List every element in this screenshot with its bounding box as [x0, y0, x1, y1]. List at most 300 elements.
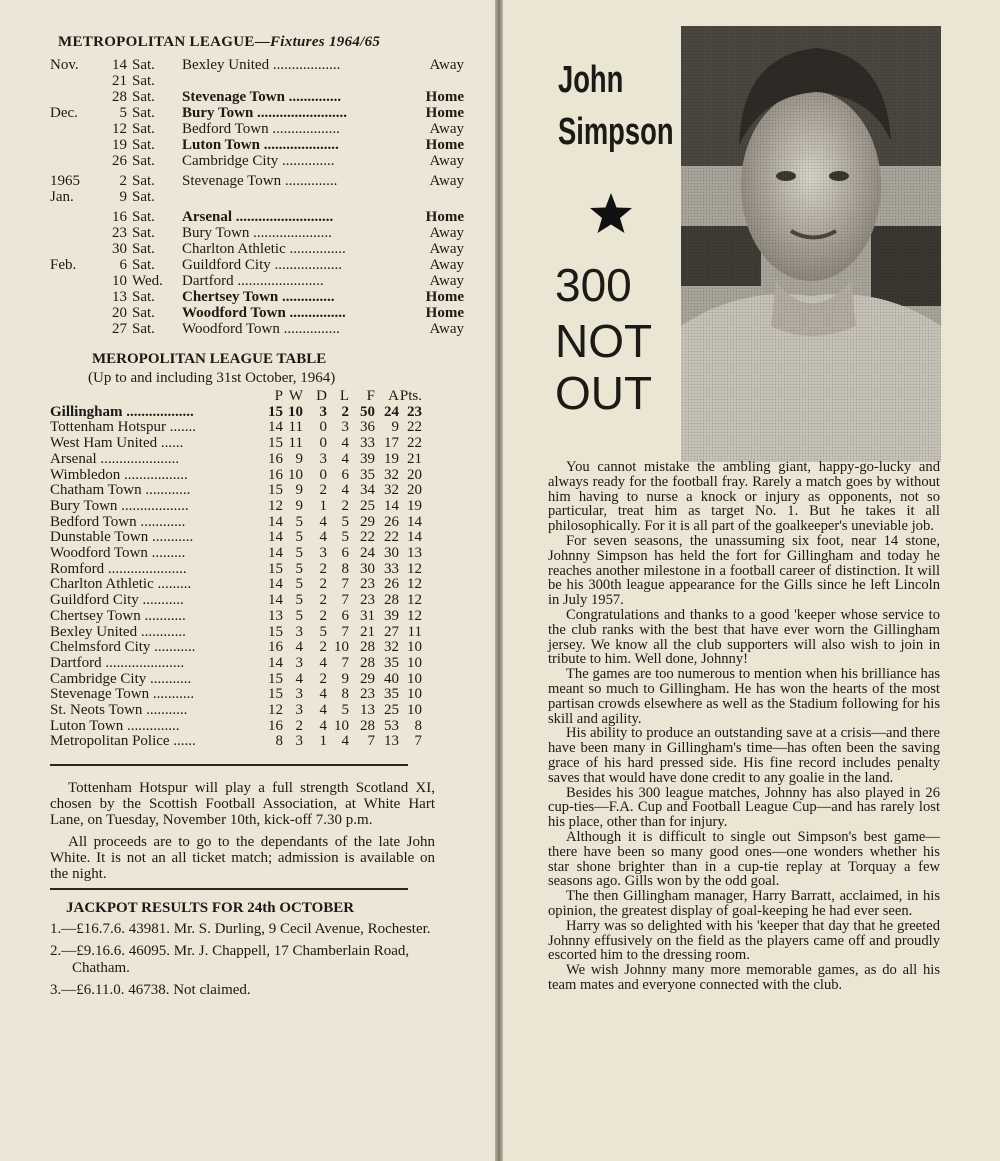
- fixture-weekday: Sat.: [132, 57, 155, 73]
- table-cell: 16: [268, 450, 283, 467]
- table-cell: 27: [384, 623, 399, 640]
- article-paragraph: We wish Johnny many more memorable games, as do all his team mates and everyone connected with the club.: [548, 962, 940, 993]
- table-cell: 3: [319, 403, 327, 420]
- table-cell: 4: [319, 654, 327, 671]
- table-row: [50, 420, 495, 436]
- fixture-opponent: Stevenage Town ..............: [182, 89, 342, 105]
- league-table: [50, 405, 495, 750]
- fixture-month: [50, 241, 104, 257]
- team-name: Dartford .....................: [50, 655, 185, 671]
- team-name: Metropolitan Police ......: [50, 734, 196, 750]
- table-cell: 23: [360, 686, 375, 703]
- table-row: [50, 468, 495, 484]
- table-cell: 3: [295, 702, 303, 719]
- table-cell: 29: [360, 513, 375, 530]
- fixture-opponent: Woodford Town ...............: [182, 321, 340, 337]
- table-cell: 9: [295, 497, 303, 514]
- table-cell: 14: [268, 592, 283, 609]
- table-cell: 8: [414, 717, 422, 734]
- fixture-day: 5: [119, 105, 127, 121]
- fixture-day: 28: [112, 89, 127, 105]
- table-row: [50, 483, 495, 499]
- table-cell: 8: [341, 686, 349, 703]
- table-cell: 7: [367, 733, 375, 750]
- table-cell: 24: [384, 403, 399, 420]
- fixture-row: [50, 225, 495, 241]
- fixture-row: [50, 121, 495, 137]
- table-cell: 24: [360, 545, 375, 562]
- fixture-day: 27: [112, 321, 127, 337]
- table-cell: 28: [360, 717, 375, 734]
- fixture-venue: Away: [429, 241, 464, 257]
- fixture-month: Feb.: [50, 257, 77, 273]
- fixture-weekday: Sat.: [132, 305, 155, 321]
- fixture-venue: [404, 73, 464, 89]
- fixture-month: [50, 289, 104, 305]
- table-cell: 22: [360, 529, 375, 546]
- table-cell: 15: [268, 686, 283, 703]
- fixture-month: 1965: [50, 173, 80, 189]
- table-cell: 30: [384, 545, 399, 562]
- fixture-venue: Home: [425, 89, 464, 105]
- fixture-row: [50, 305, 495, 321]
- fixture-venue: Home: [425, 305, 464, 321]
- table-cell: 15: [268, 435, 283, 452]
- team-name: Chelmsford City ...........: [50, 640, 196, 656]
- fixture-month: [50, 137, 104, 153]
- fixture-opponent: Stevenage Town ..............: [182, 173, 338, 189]
- table-cell: 23: [407, 403, 422, 420]
- table-cell: 32: [384, 482, 399, 499]
- fixture-month: [50, 153, 104, 169]
- table-cell: 5: [341, 529, 349, 546]
- table-cell: 5: [295, 529, 303, 546]
- table-cell: 7: [414, 733, 422, 750]
- fixture-venue: Home: [425, 137, 464, 153]
- table-cell: 20: [407, 482, 422, 499]
- table-cell: 1: [319, 733, 327, 750]
- table-cell: 15: [268, 560, 283, 577]
- table-cell: 16: [268, 717, 283, 734]
- table-cell: 5: [319, 623, 327, 640]
- table-cell: 5: [341, 702, 349, 719]
- table-cell: 31: [360, 607, 375, 624]
- table-cell: 28: [360, 639, 375, 656]
- team-name: Woodford Town .........: [50, 546, 186, 562]
- table-cell: 50: [360, 403, 375, 420]
- table-cell: 12: [407, 576, 422, 593]
- star-icon: [589, 192, 633, 234]
- jackpot-item: 1.—£16.7.6. 43981. Mr. S. Durling, 9 Cecil Avenue, Rochester.: [50, 921, 431, 938]
- table-row: [50, 546, 495, 562]
- article: [548, 460, 940, 993]
- table-cell: 2: [295, 717, 303, 734]
- fixture-day: 10: [112, 273, 127, 289]
- table-cell: 21: [407, 450, 422, 467]
- table-cell: 32: [384, 639, 399, 656]
- fixture-row: [50, 241, 495, 257]
- table-cell: 13: [268, 607, 283, 624]
- fixture-month: Dec.: [50, 105, 78, 121]
- table-cell: 25: [384, 702, 399, 719]
- table-cell: 7: [341, 576, 349, 593]
- table-row: [50, 562, 495, 578]
- table-row: [50, 687, 495, 703]
- table-cell: 2: [319, 576, 327, 593]
- left-page: [0, 0, 495, 1161]
- fixture-month: Jan.: [50, 189, 74, 205]
- fixture-venue: Away: [429, 273, 464, 289]
- table-row: [50, 656, 495, 672]
- table-cell: 23: [360, 592, 375, 609]
- table-cell: 5: [295, 576, 303, 593]
- team-name: Gillingham ..................: [50, 404, 194, 420]
- fixture-venue: Away: [429, 121, 464, 137]
- table-cell: 0: [319, 435, 327, 452]
- table-cell: 0: [319, 466, 327, 483]
- table-cell: 5: [295, 513, 303, 530]
- fixture-opponent: Guildford City ..................: [182, 257, 342, 273]
- table-cell: 5: [295, 560, 303, 577]
- divider: [50, 888, 408, 890]
- table-cell: 5: [295, 607, 303, 624]
- table-cell: 4: [319, 686, 327, 703]
- table-cell: 8: [341, 560, 349, 577]
- headline-out: OUT: [555, 367, 653, 419]
- table-cell: 26: [384, 513, 399, 530]
- table-cell: 10: [288, 466, 303, 483]
- team-name: Guildford City ...........: [50, 593, 184, 609]
- fixture-weekday: Sat.: [132, 73, 155, 89]
- team-name: Luton Town ..............: [50, 718, 180, 734]
- fixture-month: [50, 321, 104, 337]
- table-cell: 14: [384, 497, 399, 514]
- notice: [50, 780, 435, 882]
- fixture-weekday: Sat.: [132, 89, 155, 105]
- table-cell: 19: [384, 450, 399, 467]
- table-cell: 30: [360, 560, 375, 577]
- table-cell: 23: [360, 576, 375, 593]
- fixture-row: [50, 189, 495, 205]
- table-cell: 4: [341, 482, 349, 499]
- table-cell: 10: [407, 670, 422, 687]
- table-row: [50, 672, 495, 688]
- article-paragraph: You cannot mistake the ambling giant, happy-go-lucky and always ready for the football fray. Rarely a match goes by without him having to nurse a knock or injury as opponents, not so particular, treat him as target No. 1. But he takes it all philosophically. For it is all part of the goalkeeper's uneviable job.: [548, 459, 940, 535]
- fixture-weekday: Sat.: [132, 153, 155, 169]
- fixture-row: [50, 289, 495, 305]
- league-table-title: MEROPOLITAN LEAGUE TABLE: [92, 351, 327, 367]
- table-cell: 3: [295, 733, 303, 750]
- table-cell: 25: [360, 497, 375, 514]
- table-row: [50, 593, 495, 609]
- table-cell: 14: [268, 529, 283, 546]
- fixture-day: 19: [112, 137, 127, 153]
- fixture-row: [50, 73, 495, 89]
- fixture-month: [50, 209, 104, 225]
- table-cell: 10: [407, 639, 422, 656]
- table-cell: 32: [384, 466, 399, 483]
- header-f: F: [366, 388, 375, 404]
- fixture-month: [50, 73, 104, 89]
- fixture-venue: [404, 189, 464, 205]
- table-cell: 12: [407, 607, 422, 624]
- fixture-opponent: Cambridge City ..............: [182, 153, 335, 169]
- fixture-month: [50, 305, 104, 321]
- table-row: [50, 640, 495, 656]
- team-name: Bedford Town ............: [50, 514, 186, 530]
- table-cell: 35: [384, 654, 399, 671]
- table-row: [50, 625, 495, 641]
- fixture-venue: Away: [429, 57, 464, 73]
- team-name: Tottenham Hotspur .......: [50, 420, 197, 436]
- fixture-day: 6: [119, 257, 127, 273]
- fixture-opponent: Bexley United ..................: [182, 57, 341, 73]
- table-cell: 14: [268, 576, 283, 593]
- header-pts: Pts.: [399, 388, 422, 404]
- table-cell: 4: [319, 702, 327, 719]
- table-cell: 10: [407, 654, 422, 671]
- right-page: [503, 0, 1000, 1161]
- table-cell: 0: [319, 419, 327, 436]
- fixture-weekday: Sat.: [132, 225, 155, 241]
- team-name: Stevenage Town ...........: [50, 687, 195, 703]
- table-cell: 4: [341, 733, 349, 750]
- table-cell: 13: [360, 702, 375, 719]
- fixture-weekday: Sat.: [132, 105, 155, 121]
- table-cell: 53: [384, 717, 399, 734]
- fixture-venue: Home: [425, 105, 464, 121]
- table-cell: 21: [360, 623, 375, 640]
- fixture-day: 30: [112, 241, 127, 257]
- table-cell: 3: [319, 450, 327, 467]
- table-cell: 35: [360, 466, 375, 483]
- fixture-row: [50, 89, 495, 105]
- headline-not: NOT: [555, 315, 653, 367]
- table-cell: 10: [334, 639, 349, 656]
- article-paragraph: Congratulations and thanks to a good 'keeper whose service to the club ranks with the best that have ever worn the Gillingham jersey. We know all the club supporters will also wish to join in tribute to him. Well done, Johnny!: [548, 606, 940, 668]
- fixture-opponent: Luton Town ....................: [182, 137, 339, 153]
- table-row: [50, 405, 495, 421]
- fixture-day: 26: [112, 153, 127, 169]
- team-name: West Ham United ......: [50, 436, 184, 452]
- table-cell: 13: [407, 545, 422, 562]
- fixture-month: [50, 225, 104, 241]
- table-cell: 2: [319, 639, 327, 656]
- table-cell: 11: [407, 623, 422, 640]
- table-cell: 6: [341, 607, 349, 624]
- table-cell: 3: [295, 623, 303, 640]
- table-cell: 35: [384, 686, 399, 703]
- article-paragraph: Harry was so delighted with his 'keeper that day that he greeted Johnny effusively on the field as the players came off and proudly escorted him to the dressing room.: [548, 917, 940, 964]
- table-cell: 39: [384, 607, 399, 624]
- table-cell: 7: [341, 654, 349, 671]
- fixture-row: [50, 209, 495, 225]
- table-cell: 2: [319, 670, 327, 687]
- table-cell: 3: [319, 545, 327, 562]
- jackpot-item: 3.—£6.11.0. 46738. Not claimed.: [50, 982, 251, 999]
- team-name: Wimbledon .................: [50, 467, 188, 483]
- table-row: [50, 609, 495, 625]
- table-cell: 4: [319, 529, 327, 546]
- header-l: L: [339, 388, 349, 404]
- article-paragraph: His ability to produce an outstanding save at a crisis—and there have been many in Gillingham's time—has often been the saving grace of his hard pressed side. His fine record includes penalty saves that would have done credit to any goalie in the land.: [548, 725, 940, 786]
- table-cell: 6: [341, 545, 349, 562]
- table-cell: 15: [268, 670, 283, 687]
- fixture-day: 16: [112, 209, 127, 225]
- fixture-weekday: Sat.: [132, 137, 155, 153]
- table-cell: 15: [268, 403, 283, 420]
- table-row: [50, 452, 495, 468]
- team-name: Dunstable Town ...........: [50, 530, 194, 546]
- fixture-opponent: Arsenal ..........................: [182, 209, 334, 225]
- table-cell: 2: [319, 482, 327, 499]
- name-last: Simpson: [558, 111, 674, 153]
- fixture-venue: Away: [429, 321, 464, 337]
- table-cell: 26: [384, 576, 399, 593]
- header-p: P: [274, 388, 283, 404]
- table-cell: 2: [319, 592, 327, 609]
- fixture-day: 12: [112, 121, 127, 137]
- table-cell: 5: [295, 592, 303, 609]
- fixture-row: [50, 57, 495, 73]
- table-cell: 14: [268, 513, 283, 530]
- team-name: Charlton Athletic .........: [50, 577, 192, 593]
- table-cell: 10: [334, 717, 349, 734]
- fixture-opponent: [182, 73, 404, 89]
- table-cell: 28: [360, 654, 375, 671]
- fixture-opponent: Dartford .......................: [182, 273, 324, 289]
- table-cell: 14: [407, 513, 422, 530]
- table-cell: 4: [295, 670, 303, 687]
- table-row: [50, 577, 495, 593]
- fixture-row: [50, 173, 495, 189]
- table-cell: 7: [341, 623, 349, 640]
- table-cell: 22: [407, 435, 422, 452]
- table-cell: 29: [360, 670, 375, 687]
- header-w: W: [288, 388, 303, 404]
- table-cell: 12: [268, 497, 283, 514]
- team-name: St. Neots Town ...........: [50, 703, 188, 719]
- fixture-row: [50, 153, 495, 169]
- fixture-day: 9: [119, 189, 127, 205]
- fixture-venue: Away: [429, 257, 464, 273]
- table-cell: 10: [407, 686, 422, 703]
- table-cell: 40: [384, 670, 399, 687]
- fixture-weekday: Sat.: [132, 257, 155, 273]
- team-name: Arsenal .....................: [50, 451, 180, 467]
- fixture-day: 21: [112, 73, 127, 89]
- table-cell: 2: [319, 560, 327, 577]
- table-cell: 15: [268, 623, 283, 640]
- fixture-venue: Home: [425, 209, 464, 225]
- fixture-weekday: Sat.: [132, 189, 155, 205]
- table-cell: 16: [268, 466, 283, 483]
- table-row: [50, 734, 495, 750]
- table-cell: 4: [341, 435, 349, 452]
- fixture-venue: Away: [429, 153, 464, 169]
- table-row: [50, 530, 495, 546]
- table-cell: 9: [295, 482, 303, 499]
- table-cell: 2: [341, 403, 349, 420]
- fixture-weekday: Sat.: [132, 121, 155, 137]
- team-name: Romford .....................: [50, 561, 187, 577]
- table-cell: 12: [268, 702, 283, 719]
- table-cell: 16: [268, 639, 283, 656]
- name-first: John: [558, 59, 624, 101]
- headline-300: 300: [555, 259, 632, 311]
- fixture-row: [50, 105, 495, 121]
- table-cell: 14: [268, 545, 283, 562]
- page-gutter: [495, 0, 503, 1161]
- fixture-opponent: Woodford Town ...............: [182, 305, 346, 321]
- table-cell: 11: [288, 435, 303, 452]
- header-d: D: [316, 388, 327, 404]
- table-cell: 1: [319, 497, 327, 514]
- fixture-month: Nov.: [50, 57, 79, 73]
- fixture-row: [50, 273, 495, 289]
- table-cell: 11: [288, 419, 303, 436]
- fixture-opponent: Bury Town .....................: [182, 225, 332, 241]
- table-cell: 28: [384, 592, 399, 609]
- table-cell: 14: [268, 654, 283, 671]
- table-cell: 2: [341, 497, 349, 514]
- team-name: Chatham Town ............: [50, 483, 191, 499]
- fixture-weekday: Sat.: [132, 173, 155, 189]
- fixture-month: [50, 121, 104, 137]
- fixture-row: [50, 137, 495, 153]
- league-table-subtitle: (Up to and including 31st October, 1964): [88, 370, 336, 386]
- fixture-weekday: Wed.: [132, 273, 163, 289]
- fixtures-title: METROPOLITAN LEAGUE—Fixtures 1964/65: [58, 34, 381, 50]
- table-cell: 2: [319, 607, 327, 624]
- table-cell: 9: [391, 419, 399, 436]
- jackpot-title: JACKPOT RESULTS FOR 24th OCTOBER: [66, 900, 355, 917]
- table-cell: 15: [268, 482, 283, 499]
- table-cell: 36: [360, 419, 375, 436]
- table-row: [50, 499, 495, 515]
- fixture-month: [50, 273, 104, 289]
- table-cell: 6: [341, 466, 349, 483]
- table-cell: 13: [384, 733, 399, 750]
- fixture-weekday: Sat.: [132, 321, 155, 337]
- table-cell: 10: [407, 702, 422, 719]
- article-paragraph: Although it is difficult to single out Simpson's best game—there have been so many good ones—one wonders whether his star shone brighter than in a cup-tie replay at Torquay a few seasons ago. Gills won by the odd goal.: [548, 828, 940, 890]
- fixture-venue: Away: [429, 173, 464, 189]
- divider: [50, 764, 408, 766]
- table-cell: 33: [384, 560, 399, 577]
- fixture-venue: Home: [425, 289, 464, 305]
- fixture-opponent: Chertsey Town ..............: [182, 289, 335, 305]
- table-cell: 39: [360, 450, 375, 467]
- table-cell: 8: [275, 733, 283, 750]
- table-cell: 3: [295, 686, 303, 703]
- fixtures-list: [50, 57, 495, 337]
- table-cell: 12: [407, 592, 422, 609]
- player-photo: [681, 26, 941, 462]
- fixture-day: 23: [112, 225, 127, 241]
- table-cell: 12: [407, 560, 422, 577]
- table-cell: 9: [295, 450, 303, 467]
- table-cell: 3: [341, 419, 349, 436]
- header-a: A: [388, 388, 399, 404]
- table-cell: 33: [360, 435, 375, 452]
- table-cell: 14: [268, 419, 283, 436]
- table-row: [50, 436, 495, 452]
- fixture-opponent: Bury Town ........................: [182, 105, 348, 121]
- table-cell: 34: [360, 482, 375, 499]
- table-cell: 22: [407, 419, 422, 436]
- fixture-weekday: Sat.: [132, 241, 155, 257]
